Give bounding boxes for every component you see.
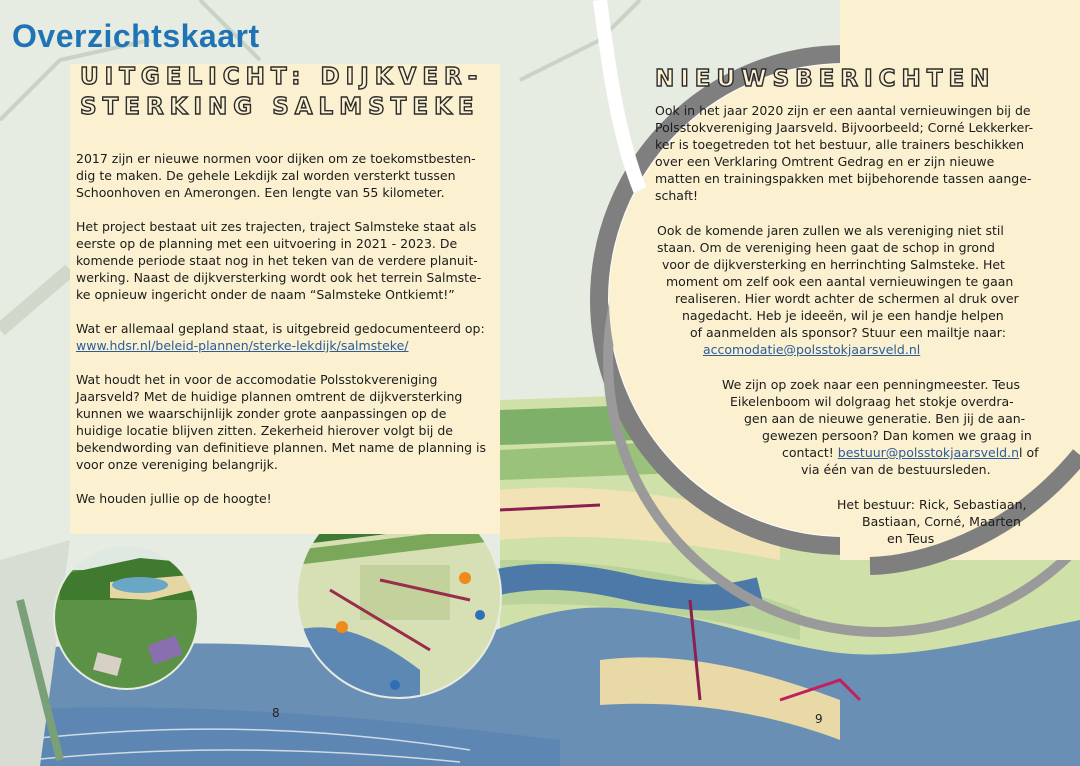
signature-line: Bastiaan, Corné, Maarten: [862, 514, 1021, 529]
heading-line-1: UITGELICHT: DIJKVER-: [80, 64, 484, 90]
paragraph-3-text: Wat er allemaal gepland staat, is uitgebreid gedocumenteerd op:: [76, 321, 485, 336]
paragraph-5: We houden jullie op de hoogte!: [76, 491, 272, 506]
news-line: matten en trainingspakken met bijbehorende tassen aange-: [655, 171, 1032, 186]
left-article-body: [76, 150, 488, 524]
page-number-left: 8: [272, 706, 280, 720]
page-number-right: 9: [815, 712, 823, 726]
contact-label: contact!: [782, 445, 834, 460]
news-line: gewezen persoon? Dan komen we graag in: [762, 428, 1032, 443]
news-line: of aanmelden als sponsor? Stuur een mailtje naar:: [690, 325, 1006, 340]
news-line: nagedacht. Heb je ideeën, wil je een handje helpen: [682, 308, 1004, 323]
hdsr-link[interactable]: www.hdsr.nl/beleid-plannen/sterke-lekdijk/salmsteke/: [76, 338, 409, 353]
news-heading: NIEUWSBERICHTEN: [655, 66, 996, 92]
paragraph-2: Het project bestaat uit zes trajecten, traject Salmsteke staat als eerste op de planning met een uitvoering in 2021 - 2023. De komende periode staat nog in het teken van de verdere planuit-werking. Naast de dijkversterking wordt ook het terrein Salmste-ke opnieuw ingericht onder de naam “Salmsteke Ontkiemt!”: [76, 219, 482, 302]
left-article-heading: [80, 62, 483, 122]
news-line: realiseren. Hier wordt achter de schermen al druk over: [675, 291, 1019, 306]
heading-line-2: STERKING SALMSTEKE: [80, 94, 480, 120]
news-line: over een Verklaring Omtrent Gedrag en er zijn nieuwe: [655, 154, 995, 169]
news-line: schaft!: [655, 188, 699, 203]
signature-line: Het bestuur: Rick, Sebastiaan,: [837, 497, 1027, 512]
news-line: staan. Om de vereniging heen gaat de schop in grond: [657, 240, 995, 255]
signature-line: en Teus: [887, 531, 935, 546]
news-line: Ook de komende jaren zullen we als vereniging niet stil: [657, 223, 1004, 238]
accomodatie-email-link[interactable]: accomodatie@polsstokjaarsveld.nl: [703, 342, 921, 357]
paragraph-3: [76, 320, 488, 354]
news-line: [782, 444, 1039, 461]
news-line: gen aan de nieuwe generatie. Ben jij de aan-: [744, 411, 1026, 426]
news-line: Eikelenboom wil dolgraag het stokje overdra-: [730, 394, 1014, 409]
news-line: voor de dijkversterking en herrinchting Salmsteke. Het: [662, 257, 1005, 272]
news-line: Ook in het jaar 2020 zijn er een aantal vernieuwingen bij de: [655, 103, 1031, 118]
news-line: Polsstokvereniging Jaarsveld. Bijvoorbeeld; Corné Lekkerker-: [655, 120, 1034, 135]
contact-suffix: l of: [1019, 445, 1039, 460]
bestuur-email-link[interactable]: bestuur@polsstokjaarsveld.n: [837, 445, 1020, 460]
paragraph-4: Wat houdt het in voor de accomodatie Polsstokvereniging Jaarsveld? Met de huidige plannen omtrent de dijkversterking kunnen we waarschijnlijk zonder grote aanpassingen op de huidige locatie blijven zitten. Zekerheid hierover volgt bij de bekendwording van definitieve plannen. Met name de planning is voor onze vereniging belangrijk.: [76, 372, 487, 472]
news-line: We zijn op zoek naar een penningmeester. Teus: [722, 377, 1021, 392]
overview-map-title: Overzichtskaart: [12, 18, 260, 54]
paragraph-1: 2017 zijn er nieuwe normen voor dijken om ze toekomstbesten-dig te maken. De gehele Lekdijk zal worden versterkt tussen Schoonhoven en Amerongen. Een lengte van 55 kilometer.: [76, 151, 476, 200]
news-line: via één van de bestuursleden.: [801, 462, 991, 477]
news-line: moment om zelf ook een aantal vernieuwingen te gaan: [666, 274, 1014, 289]
news-line: ker is toegetreden tot het bestuur, alle trainers beschikken: [655, 137, 1025, 152]
